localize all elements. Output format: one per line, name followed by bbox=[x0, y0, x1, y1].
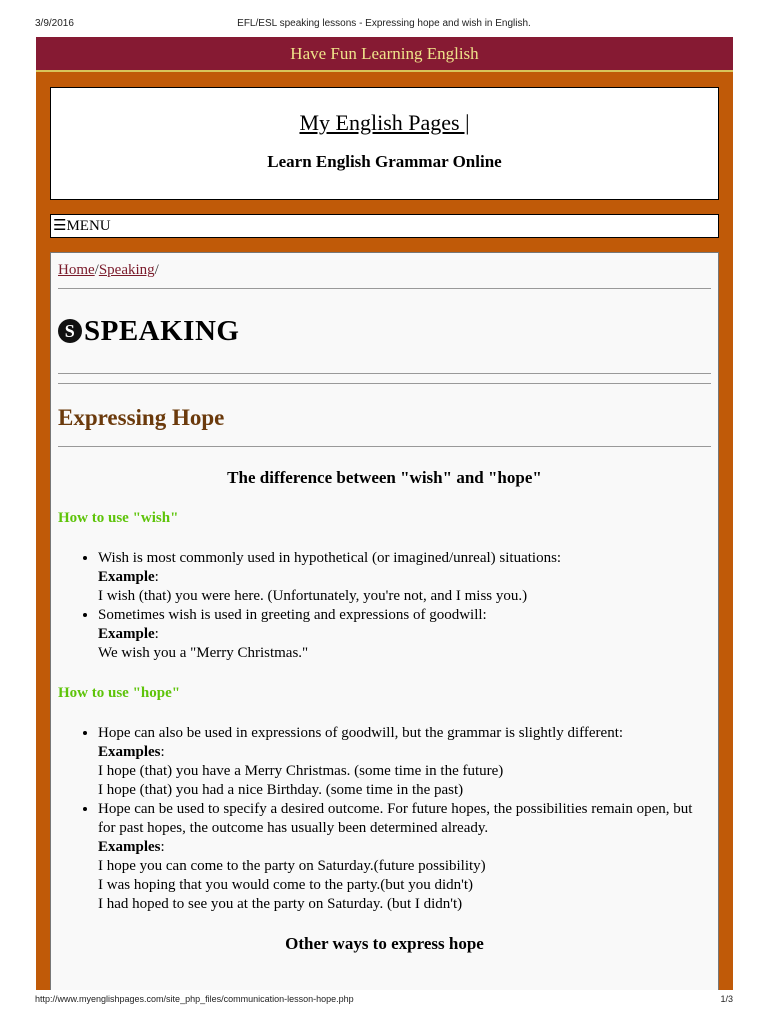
list-item bbox=[98, 549, 711, 606]
menu-label: ☰MENU bbox=[53, 218, 111, 234]
breadcrumb-separator: / bbox=[94, 262, 99, 278]
example-line: I was hoping that you would come to the party.(but you didn't) bbox=[98, 877, 473, 893]
item-text: Sometimes wish is used in greeting and expressions of goodwill: bbox=[98, 607, 487, 623]
list-item bbox=[98, 724, 711, 800]
example-label: Examples bbox=[98, 839, 161, 855]
example-label: Examples bbox=[98, 744, 161, 760]
site-frame bbox=[36, 37, 733, 990]
wish-list bbox=[58, 549, 711, 663]
top-banner bbox=[36, 37, 733, 70]
banner-text: Have Fun Learning English bbox=[290, 44, 479, 63]
site-header bbox=[50, 87, 719, 200]
divider bbox=[58, 288, 711, 289]
section-title bbox=[58, 315, 711, 347]
main-content bbox=[50, 252, 719, 990]
print-date: 3/9/2016 bbox=[35, 18, 74, 29]
example-line: I had hoped to see you at the party on Saturday. (but I didn't) bbox=[98, 896, 463, 912]
divider bbox=[58, 446, 711, 447]
colon: : bbox=[154, 626, 159, 642]
hope-list bbox=[58, 724, 711, 914]
breadcrumb-home-link[interactable]: Home bbox=[58, 262, 95, 278]
page-heading: Expressing Hope bbox=[58, 405, 225, 430]
wish-heading: How to use "wish" bbox=[58, 510, 179, 526]
speaking-icon: S bbox=[58, 319, 82, 343]
hope-heading: How to use "hope" bbox=[58, 685, 181, 701]
print-page-number: 1/3 bbox=[720, 994, 733, 1004]
print-header bbox=[0, 0, 768, 30]
example-label: Example bbox=[98, 626, 155, 642]
breadcrumb-speaking-link[interactable]: Speaking bbox=[98, 262, 155, 278]
section-title-text: SPEAKING bbox=[84, 314, 240, 347]
list-item bbox=[98, 800, 711, 914]
divider bbox=[58, 373, 711, 374]
menu-button[interactable] bbox=[50, 214, 719, 238]
breadcrumb-separator: / bbox=[154, 262, 159, 278]
site-title-link[interactable]: My English Pages | bbox=[299, 110, 470, 135]
breadcrumb bbox=[58, 262, 711, 279]
example-line: I wish (that) you were here. (Unfortunately, you're not, and I miss you.) bbox=[98, 588, 528, 604]
site-tagline: Learn English Grammar Online bbox=[267, 152, 502, 171]
list-item bbox=[98, 606, 711, 663]
item-text: Hope can be used to specify a desired outcome. For future hopes, the possibilities remain open, but for past hopes, the outcome has usually been determined already. bbox=[98, 801, 693, 836]
example-line: We wish you a "Merry Christmas." bbox=[98, 645, 309, 661]
item-text: Hope can also be used in expressions of goodwill, but the grammar is slightly different: bbox=[98, 725, 624, 741]
example-line: I hope (that) you have a Merry Christmas. (some time in the future) bbox=[98, 763, 504, 779]
other-ways-heading: Other ways to express hope bbox=[285, 934, 484, 953]
colon: : bbox=[154, 569, 159, 585]
divider bbox=[58, 383, 711, 384]
print-footer bbox=[0, 992, 768, 1012]
print-title: EFL/ESL speaking lessons - Expressing hope and wish in English. bbox=[237, 18, 531, 29]
banner-divider bbox=[36, 70, 733, 72]
example-label: Example bbox=[98, 569, 155, 585]
colon: : bbox=[160, 839, 165, 855]
example-line: I hope (that) you had a nice Birthday. (some time in the past) bbox=[98, 782, 464, 798]
difference-heading: The difference between "wish" and "hope" bbox=[227, 468, 542, 487]
print-url: http://www.myenglishpages.com/site_php_files/communication-lesson-hope.php bbox=[35, 994, 354, 1004]
example-line: I hope you can come to the party on Saturday.(future possibility) bbox=[98, 858, 486, 874]
colon: : bbox=[160, 744, 165, 760]
item-text: Wish is most commonly used in hypothetical (or imagined/unreal) situations: bbox=[98, 550, 562, 566]
